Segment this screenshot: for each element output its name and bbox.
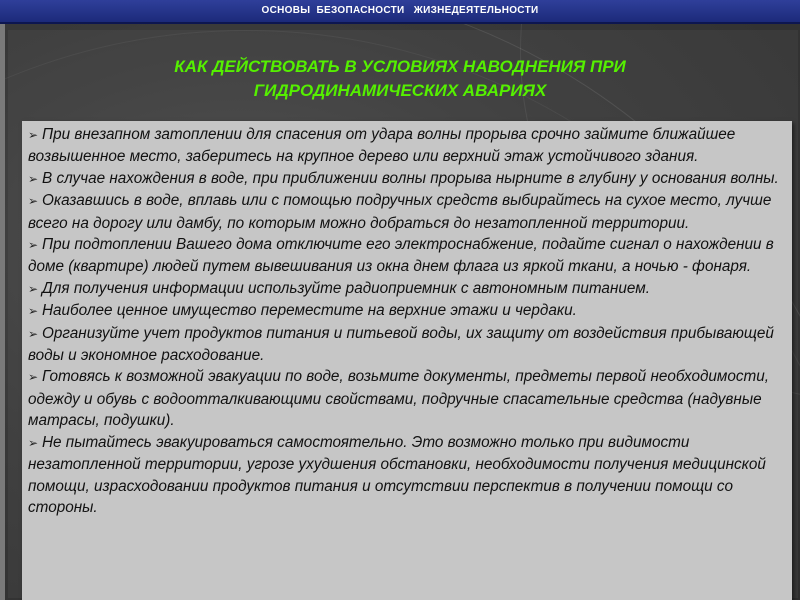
left-decorative-strip: [0, 24, 5, 600]
list-item-text: Наиболее ценное имущество переместите на верхние этажи и чердаки.: [42, 302, 577, 320]
list-item-text: При подтоплении Вашего дома отключите его электроснабжение, подайте сигнал о нахождении в доме (квартире) людей путем вывешивания из окна днем флага из яркой ткани, а ночью - фонаря.: [28, 236, 774, 276]
list-item: [28, 323, 786, 367]
arrowhead-icon: ➢: [28, 304, 39, 319]
list-item: [28, 300, 786, 322]
list-item-text: Не пытайтесь эвакуироваться самостоятельно. Это возможно только при видимости незатопленной территории, угрозе ухудшения обстановки, необходимости получения медицинской помощи, израсходовании продуктов питания и отсутствии перспектив в получении помощи со стороны.: [28, 433, 766, 516]
arrowhead-icon: ➢: [28, 128, 39, 142]
arrowhead-icon: ➢: [28, 435, 39, 450]
list-item: [28, 190, 786, 234]
arrowhead-icon: ➢: [28, 326, 39, 341]
list-item: [28, 278, 786, 300]
bullet-list: [22, 121, 792, 518]
list-item-text: Готовясь к возможной эвакуации по воде, возьмите документы, предметы первой необходимости, одежду и обувь с водоотталкивающими свойствами, подручные спасательные средства (надувные матрасы, подушки).: [28, 368, 770, 430]
text-panel: [22, 121, 792, 600]
header-bar: [0, 0, 800, 24]
list-item-text: В случае нахождения в воде, при приближении волны прорыва нырните в глубину у основания волны.: [42, 169, 779, 187]
arrowhead-icon: ➢: [28, 194, 39, 209]
list-item-text: Организуйте учет продуктов питания и питьевой воды, их защиту от воздействия прибывающей воды и экономное расходование.: [28, 324, 774, 365]
slide-title-line-1: КАК ДЕЙСТВОВАТЬ В УСЛОВИЯХ НАВОДНЕНИЯ ПРИ: [174, 57, 626, 76]
list-item-text: Оказавшись в воде, вплавь или с помощью подручных средств выбирайтесь на сухое место, лучше всего на дорогу или дамбу, по которым можно добраться до незатопленной территории.: [28, 192, 772, 232]
arrowhead-icon: ➢: [28, 370, 39, 385]
list-item: [28, 168, 786, 190]
list-item: [28, 124, 786, 168]
arrowhead-icon: ➢: [28, 238, 39, 253]
list-item-text: При внезапном затоплении для спасения от удара волны прорыва срочно займите ближайшее возвышенное место, заберитесь на крупное дерево или верхний этаж устойчивого здания.: [28, 126, 736, 166]
slide-title: [100, 55, 700, 103]
arrowhead-icon: ➢: [28, 171, 39, 186]
list-item: [28, 432, 786, 519]
header-title: ОСНОВЫ БЕЗОПАСНОСТИ ЖИЗНЕДЕЯТЕЛЬНОСТИ: [261, 5, 539, 16]
arrowhead-icon: ➢: [28, 281, 39, 296]
list-item: [28, 366, 786, 431]
list-item-text: Для получения информации используйте радиоприемник с автономным питанием.: [42, 279, 650, 297]
list-item: [28, 234, 786, 278]
slide-title-line-2: ГИДРОДИНАМИЧЕСКИХ АВАРИЯХ: [253, 81, 547, 100]
